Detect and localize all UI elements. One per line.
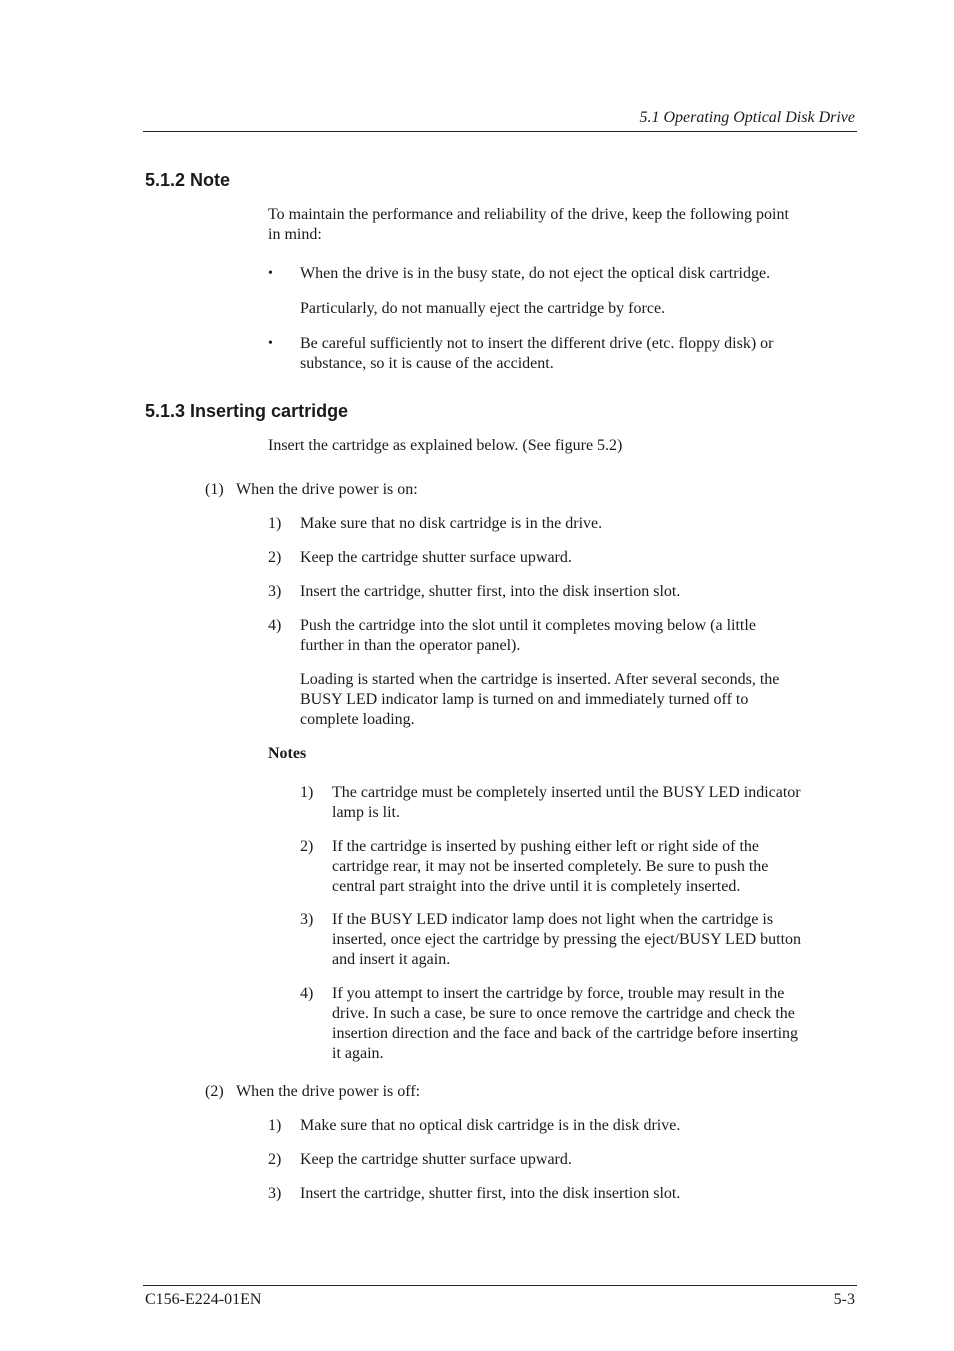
case-label: (2) bbox=[205, 1083, 224, 1100]
step-line: further in than the operator panel). bbox=[300, 637, 521, 654]
bullet-text: Be careful sufficiently not to insert the different drive (etc. floppy disk) or bbox=[300, 335, 774, 352]
section-heading-note: 5.1.2 Note bbox=[145, 170, 231, 190]
inserting-intro: Insert the cartridge as explained below. (See figure 5.2) bbox=[268, 437, 623, 454]
note-line: lamp is lit. bbox=[332, 804, 400, 821]
note-line: drive. In such a case, be sure to once remove the cartridge and check the bbox=[332, 1005, 795, 1022]
header-rule bbox=[143, 131, 857, 132]
step-text: Make sure that no optical disk cartridge is in the disk drive. bbox=[300, 1117, 681, 1134]
note-number: 3) bbox=[300, 911, 314, 928]
note-line: central part straight into the drive until it is completely inserted. bbox=[332, 878, 741, 895]
note-line: cartridge rear, it may not be inserted completely. Be sure to push the bbox=[332, 858, 769, 875]
note-item-1 bbox=[332, 783, 801, 823]
loading-line: BUSY LED indicator lamp is turned on and immediately turned off to bbox=[300, 691, 749, 708]
note-line: If the BUSY LED indicator lamp does not light when the cartridge is bbox=[332, 911, 774, 928]
note-item-3 bbox=[332, 910, 801, 970]
note-line: it again. bbox=[332, 1045, 384, 1062]
notes-heading: Notes bbox=[268, 745, 307, 762]
note-number: 2) bbox=[300, 838, 314, 855]
step-number: 1) bbox=[268, 1117, 282, 1134]
note-line: If the cartridge is inserted by pushing either left or right side of the bbox=[332, 838, 759, 855]
note-number: 1) bbox=[300, 784, 314, 801]
section-heading-inserting: 5.1.3 Inserting cartridge bbox=[145, 401, 349, 421]
note-bullet-2 bbox=[300, 334, 856, 374]
bullet-text: When the drive is in the busy state, do not eject the optical disk cartridge. bbox=[300, 265, 771, 282]
note-item-4 bbox=[332, 984, 798, 1064]
step-text: Make sure that no disk cartridge is in the drive. bbox=[300, 515, 603, 532]
step-number: 2) bbox=[268, 1151, 282, 1168]
bullet-marker: • bbox=[268, 266, 273, 281]
step-number: 3) bbox=[268, 1185, 282, 1202]
case-text: When the drive power is off: bbox=[236, 1083, 421, 1100]
case-label: (1) bbox=[205, 481, 224, 498]
loading-paragraph bbox=[300, 670, 779, 730]
step-text: Keep the cartridge shutter surface upward. bbox=[300, 549, 572, 566]
note-bullet-1-para: Particularly, do not manually eject the cartridge by force. bbox=[300, 300, 666, 317]
step-text: Insert the cartridge, shutter first, into the disk insertion slot. bbox=[300, 1185, 681, 1202]
note-line: and insert it again. bbox=[332, 951, 451, 968]
note-intro-line: To maintain the performance and reliability of the drive, keep the following point bbox=[268, 206, 789, 223]
step-text: Keep the cartridge shutter surface upward. bbox=[300, 1151, 572, 1168]
bullet-text: substance, so it is cause of the accident. bbox=[300, 355, 554, 372]
step-number: 3) bbox=[268, 583, 282, 600]
note-line: The cartridge must be completely inserted until the BUSY LED indicator bbox=[332, 784, 801, 801]
note-intro bbox=[268, 205, 858, 245]
loading-line: complete loading. bbox=[300, 711, 415, 728]
step-number: 2) bbox=[268, 549, 282, 566]
note-line: If you attempt to insert the cartridge by force, trouble may result in the bbox=[332, 985, 785, 1002]
footer-rule bbox=[143, 1285, 857, 1286]
step-number: 1) bbox=[268, 515, 282, 532]
step-text: Insert the cartridge, shutter first, into the disk insertion slot. bbox=[300, 583, 681, 600]
footer-doc-code: C156-E224-01EN bbox=[145, 1291, 262, 1308]
note-bullet-1 bbox=[300, 264, 856, 284]
note-intro-line: in mind: bbox=[268, 226, 322, 243]
bullet-marker: • bbox=[268, 336, 273, 351]
running-header: 5.1 Operating Optical Disk Drive bbox=[639, 109, 855, 126]
case-text: When the drive power is on: bbox=[236, 481, 418, 498]
footer-page-number: 5-3 bbox=[833, 1291, 855, 1308]
note-number: 4) bbox=[300, 985, 314, 1002]
note-line: insertion direction and the face and back of the cartridge before inserting bbox=[332, 1025, 799, 1042]
step-text bbox=[300, 616, 756, 656]
loading-line: Loading is started when the cartridge is inserted. After several seconds, the bbox=[300, 671, 780, 688]
step-number: 4) bbox=[268, 617, 282, 634]
note-item-2 bbox=[332, 837, 768, 897]
note-line: inserted, once eject the cartridge by pressing the eject/BUSY LED button bbox=[332, 931, 802, 948]
step-line: Push the cartridge into the slot until it completes moving below (a little bbox=[300, 617, 756, 634]
